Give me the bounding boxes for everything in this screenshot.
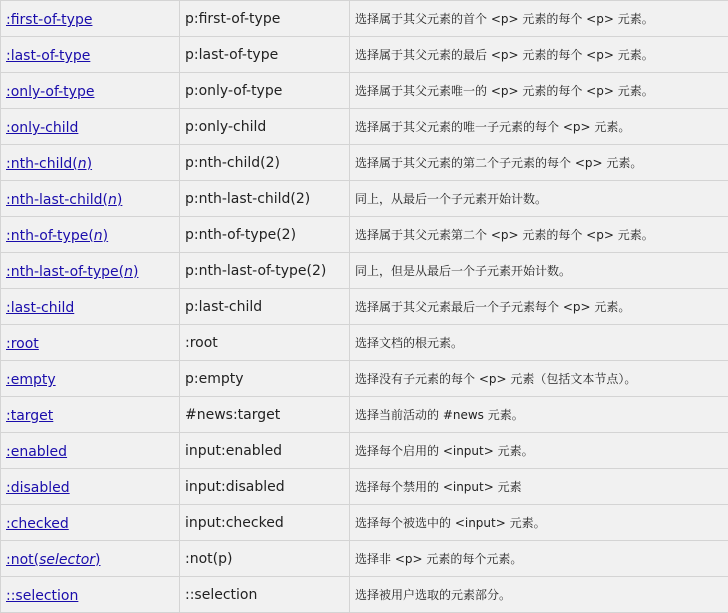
selector-link[interactable] bbox=[6, 552, 101, 568]
selector-cell bbox=[1, 325, 180, 361]
selector-text: :nth-last-of-type( bbox=[6, 264, 124, 280]
selector-text: :not( bbox=[6, 552, 39, 568]
table-row bbox=[1, 577, 728, 613]
selector-text: :root bbox=[6, 336, 39, 352]
description-cell: 选择属于其父元素唯一的 <p> 元素的每个 <p> 元素。 bbox=[350, 73, 728, 109]
selector-link[interactable] bbox=[6, 120, 78, 136]
description-cell: 选择非 <p> 元素的每个元素。 bbox=[350, 541, 728, 577]
table-row bbox=[1, 469, 728, 505]
selector-link[interactable] bbox=[6, 264, 138, 280]
example-cell: p:nth-of-type(2) bbox=[180, 217, 350, 253]
table-row bbox=[1, 541, 728, 577]
selector-text: :nth-child( bbox=[6, 156, 78, 172]
selector-cell bbox=[1, 505, 180, 541]
example-cell: p:last-of-type bbox=[180, 37, 350, 73]
example-cell: input:enabled bbox=[180, 433, 350, 469]
selector-link[interactable] bbox=[6, 228, 108, 244]
selector-suffix: ) bbox=[133, 264, 138, 280]
example-cell: p:first-of-type bbox=[180, 1, 350, 37]
selector-text: :first-of-type bbox=[6, 12, 92, 28]
table-row bbox=[1, 73, 728, 109]
selector-link[interactable] bbox=[6, 156, 92, 172]
table-row bbox=[1, 1, 728, 37]
example-cell: :not(p) bbox=[180, 541, 350, 577]
description-cell: 选择文档的根元素。 bbox=[350, 325, 728, 361]
example-cell: p:only-of-type bbox=[180, 73, 350, 109]
selector-cell bbox=[1, 217, 180, 253]
selector-argument: n bbox=[94, 228, 103, 244]
table-row bbox=[1, 253, 728, 289]
selector-text: :enabled bbox=[6, 444, 67, 460]
selector-link[interactable] bbox=[6, 408, 53, 424]
example-cell: ::selection bbox=[180, 577, 350, 613]
selector-argument: n bbox=[124, 264, 133, 280]
selector-text: :target bbox=[6, 408, 53, 424]
selector-text: :empty bbox=[6, 372, 56, 388]
selector-suffix: ) bbox=[95, 552, 100, 568]
selector-cell bbox=[1, 37, 180, 73]
selector-text: :nth-of-type( bbox=[6, 228, 94, 244]
description-cell: 同上，但是从最后一个子元素开始计数。 bbox=[350, 253, 728, 289]
table-row bbox=[1, 109, 728, 145]
selector-argument: selector bbox=[39, 552, 95, 568]
selector-link[interactable] bbox=[6, 84, 94, 100]
selector-text: :nth-last-child( bbox=[6, 192, 108, 208]
selector-link[interactable] bbox=[6, 12, 92, 28]
example-cell: p:only-child bbox=[180, 109, 350, 145]
selector-text: :only-of-type bbox=[6, 84, 94, 100]
example-cell: #news:target bbox=[180, 397, 350, 433]
selector-text: :checked bbox=[6, 516, 69, 532]
selector-text: :only-child bbox=[6, 120, 78, 136]
selector-argument: n bbox=[108, 192, 117, 208]
selector-cell bbox=[1, 73, 180, 109]
example-cell: input:checked bbox=[180, 505, 350, 541]
description-cell: 选择属于其父元素最后一个子元素每个 <p> 元素。 bbox=[350, 289, 728, 325]
description-cell: 选择属于其父元素第二个 <p> 元素的每个 <p> 元素。 bbox=[350, 217, 728, 253]
description-cell: 选择被用户选取的元素部分。 bbox=[350, 577, 728, 613]
table-row bbox=[1, 289, 728, 325]
example-cell: p:last-child bbox=[180, 289, 350, 325]
table-row bbox=[1, 145, 728, 181]
selector-text: :disabled bbox=[6, 480, 70, 496]
table-row bbox=[1, 181, 728, 217]
selector-cell bbox=[1, 289, 180, 325]
table-body bbox=[1, 1, 728, 613]
description-cell: 选择每个启用的 <input> 元素。 bbox=[350, 433, 728, 469]
selector-cell bbox=[1, 541, 180, 577]
selector-link[interactable] bbox=[6, 588, 78, 604]
example-cell: :root bbox=[180, 325, 350, 361]
selector-link[interactable] bbox=[6, 372, 56, 388]
selector-cell bbox=[1, 433, 180, 469]
selector-argument: n bbox=[78, 156, 87, 172]
example-cell: p:nth-last-of-type(2) bbox=[180, 253, 350, 289]
selector-cell bbox=[1, 145, 180, 181]
description-cell: 选择没有子元素的每个 <p> 元素（包括文本节点）。 bbox=[350, 361, 728, 397]
selector-text: ::selection bbox=[6, 588, 78, 604]
description-cell: 选择每个被选中的 <input> 元素。 bbox=[350, 505, 728, 541]
description-cell: 选择当前活动的 #news 元素。 bbox=[350, 397, 728, 433]
selector-suffix: ) bbox=[87, 156, 92, 172]
selector-cell bbox=[1, 361, 180, 397]
example-cell: input:disabled bbox=[180, 469, 350, 505]
selector-cell bbox=[1, 397, 180, 433]
description-cell: 同上，从最后一个子元素开始计数。 bbox=[350, 181, 728, 217]
table-row bbox=[1, 361, 728, 397]
table-row bbox=[1, 325, 728, 361]
table-row bbox=[1, 433, 728, 469]
selector-cell bbox=[1, 469, 180, 505]
selector-suffix: ) bbox=[117, 192, 122, 208]
selector-text: :last-of-type bbox=[6, 48, 90, 64]
example-cell: p:nth-last-child(2) bbox=[180, 181, 350, 217]
selector-cell bbox=[1, 253, 180, 289]
table-row bbox=[1, 37, 728, 73]
example-cell: p:nth-child(2) bbox=[180, 145, 350, 181]
selector-cell bbox=[1, 577, 180, 613]
description-cell: 选择每个禁用的 <input> 元素 bbox=[350, 469, 728, 505]
selector-cell bbox=[1, 109, 180, 145]
description-cell: 选择属于其父元素的最后 <p> 元素的每个 <p> 元素。 bbox=[350, 37, 728, 73]
selector-link[interactable] bbox=[6, 480, 70, 496]
selector-suffix: ) bbox=[103, 228, 108, 244]
selector-cell bbox=[1, 181, 180, 217]
table-row bbox=[1, 217, 728, 253]
description-cell: 选择属于其父元素的唯一子元素的每个 <p> 元素。 bbox=[350, 109, 728, 145]
selector-link[interactable] bbox=[6, 444, 67, 460]
selector-link[interactable] bbox=[6, 516, 69, 532]
description-cell: 选择属于其父元素的首个 <p> 元素的每个 <p> 元素。 bbox=[350, 1, 728, 37]
selector-link[interactable] bbox=[6, 48, 90, 64]
example-cell: p:empty bbox=[180, 361, 350, 397]
description-cell: 选择属于其父元素的第二个子元素的每个 <p> 元素。 bbox=[350, 145, 728, 181]
table-row bbox=[1, 505, 728, 541]
table-row bbox=[1, 397, 728, 433]
selector-link[interactable] bbox=[6, 300, 74, 316]
selector-cell bbox=[1, 1, 180, 37]
selector-link[interactable] bbox=[6, 192, 122, 208]
selector-text: :last-child bbox=[6, 300, 74, 316]
selector-link[interactable] bbox=[6, 336, 39, 352]
